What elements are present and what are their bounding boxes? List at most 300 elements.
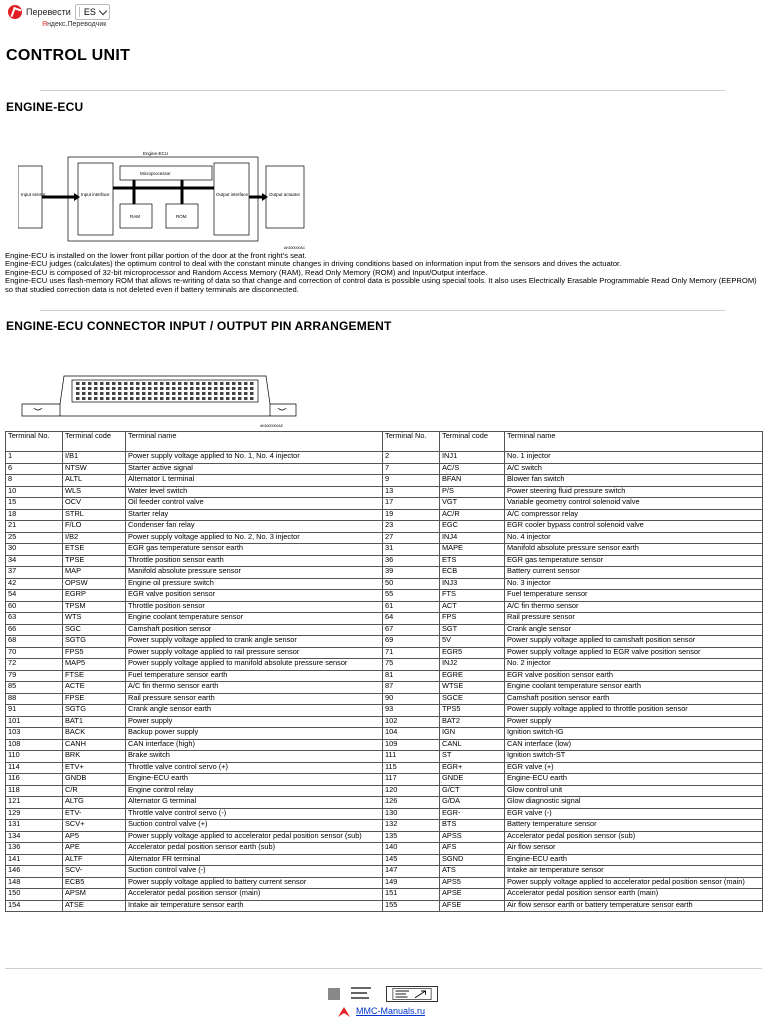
terminal-code-cell: FTS <box>440 590 505 602</box>
connector-pin <box>166 382 170 385</box>
connector-pin <box>136 392 140 395</box>
terminal-code-cell: INJ4 <box>440 532 505 544</box>
terminal-code-cell: FPS5 <box>63 647 126 659</box>
terminal-name-cell: CAN interface (low) <box>505 739 763 751</box>
connector-pin <box>184 392 188 395</box>
terminal-name-cell: Power supply voltage applied to camshaft position sensor <box>505 636 763 648</box>
connector-pin <box>178 397 182 400</box>
connector-pin <box>76 397 80 400</box>
connector-pin <box>148 382 152 385</box>
language-value: ES <box>83 7 96 17</box>
terminal-name-cell: Suction control valve (-) <box>126 866 383 878</box>
connector-pin <box>202 397 206 400</box>
table-row <box>6 555 763 567</box>
terminal-no-cell: 37 <box>6 567 63 579</box>
table-row <box>6 475 763 487</box>
terminal-name-cell: Camshaft position sensor earth <box>505 693 763 705</box>
terminal-no-cell: 85 <box>6 682 63 694</box>
connector-pin <box>250 382 254 385</box>
terminal-name-cell: Water level switch <box>126 486 383 498</box>
table-row <box>6 797 763 809</box>
connector-pin <box>112 387 116 390</box>
connector-pin <box>220 387 224 390</box>
terminal-name-cell: Accelerator pedal position sensor (main) <box>126 889 383 901</box>
terminal-name-cell: Fuel temperature sensor <box>505 590 763 602</box>
terminal-no-cell: 21 <box>6 521 63 533</box>
connector-pin <box>166 387 170 390</box>
connector-pin <box>124 387 128 390</box>
terminal-no-cell: 7 <box>383 463 440 475</box>
connector-pin <box>100 397 104 400</box>
connector-pin <box>76 387 80 390</box>
terminal-no-cell: 6 <box>6 463 63 475</box>
terminal-name-cell: Engine-ECU earth <box>505 774 763 786</box>
connector-pin <box>208 382 212 385</box>
terminal-name-cell: Throttle position sensor earth <box>126 555 383 567</box>
connector-pin <box>226 382 230 385</box>
terminal-code-cell: OPSW <box>63 578 126 590</box>
terminal-code-cell: APSM <box>63 889 126 901</box>
connector-diagram <box>20 368 300 430</box>
diagram-input-interface-label: Input interface <box>81 192 110 197</box>
connector-pin <box>112 382 116 385</box>
terminal-code-cell: WTS <box>63 613 126 625</box>
table-row <box>6 670 763 682</box>
table-header: Terminal No. <box>6 432 63 452</box>
connector-pin <box>226 387 230 390</box>
translate-icon[interactable] <box>8 5 22 19</box>
terminal-no-cell: 87 <box>383 682 440 694</box>
connector-pin <box>220 382 224 385</box>
terminal-code-cell: EGC <box>440 521 505 533</box>
connector-pin <box>142 382 146 385</box>
terminal-name-cell: A/C switch <box>505 463 763 475</box>
diagram-rom-label: ROM <box>176 214 187 219</box>
terminal-no-cell: 9 <box>383 475 440 487</box>
connector-pin <box>88 382 92 385</box>
terminal-no-cell: 121 <box>6 797 63 809</box>
terminal-name-cell: Camshaft position sensor <box>126 624 383 636</box>
terminal-name-cell: Battery temperature sensor <box>505 820 763 832</box>
terminal-no-cell: 140 <box>383 843 440 855</box>
table-row <box>6 762 763 774</box>
terminal-no-cell: 146 <box>6 866 63 878</box>
section-heading-engine-ecu: ENGINE-ECU <box>6 100 84 114</box>
terminal-no-cell: 104 <box>383 728 440 740</box>
terminal-name-cell: Engine-ECU earth <box>505 854 763 866</box>
connector-pin <box>130 382 134 385</box>
terminal-name-cell: Accelerator pedal position sensor earth (main) <box>505 889 763 901</box>
terminal-code-cell: SGTG <box>63 705 126 717</box>
terminal-name-cell: Alternator L terminal <box>126 475 383 487</box>
input-sensor-box <box>18 166 42 228</box>
page-title: CONTROL UNIT <box>6 47 131 64</box>
terminal-no-cell: 111 <box>383 751 440 763</box>
terminal-name-cell: Glow diagnostic signal <box>505 797 763 809</box>
connector-pins <box>76 382 254 400</box>
table-row <box>6 751 763 763</box>
connector-pin <box>214 397 218 400</box>
terminal-name-cell: Brake switch <box>126 751 383 763</box>
terminal-no-cell: 60 <box>6 601 63 613</box>
table-row <box>6 808 763 820</box>
terminal-no-cell: 63 <box>6 613 63 625</box>
terminal-name-cell: Engine coolant temperature sensor earth <box>505 682 763 694</box>
terminal-no-cell: 151 <box>383 889 440 901</box>
output-actuator-box <box>266 166 304 228</box>
terminal-no-cell: 110 <box>6 751 63 763</box>
connector-pin <box>106 397 110 400</box>
table-row <box>6 716 763 728</box>
ecu-block-diagram <box>18 148 313 253</box>
connector-pin <box>220 397 224 400</box>
table-header: Terminal name <box>126 432 383 452</box>
terminal-no-cell: 64 <box>383 613 440 625</box>
connector-pin <box>148 397 152 400</box>
connector-pin <box>190 387 194 390</box>
terminal-code-cell: AC/R <box>440 509 505 521</box>
table-row <box>6 590 763 602</box>
terminal-code-cell: ECB <box>440 567 505 579</box>
table-row <box>6 647 763 659</box>
terminal-no-cell: 27 <box>383 532 440 544</box>
terminal-name-cell: EGR cooler bypass control solenoid valve <box>505 521 763 533</box>
terminal-code-cell: ALTL <box>63 475 126 487</box>
terminal-name-cell: Engine-ECU earth <box>126 774 383 786</box>
table-row <box>6 578 763 590</box>
language-select[interactable] <box>75 4 110 20</box>
terminal-no-cell: 71 <box>383 647 440 659</box>
site-link[interactable]: MMC-Manuals.ru <box>356 1006 426 1016</box>
table-row <box>6 601 763 613</box>
connector-pin <box>220 392 224 395</box>
connector-figure-code: AK6000000AE <box>260 424 283 428</box>
terminal-name-cell: A/C fin thermo sensor <box>505 601 763 613</box>
table-row <box>6 889 763 901</box>
terminal-name-cell: Crank angle sensor <box>505 624 763 636</box>
terminal-code-cell: ACT <box>440 601 505 613</box>
terminal-no-cell: 68 <box>6 636 63 648</box>
connector-pin <box>130 392 134 395</box>
terminal-name-cell: Rail pressure sensor earth <box>126 693 383 705</box>
terminal-code-cell: GNDE <box>440 774 505 786</box>
connector-pin <box>94 387 98 390</box>
table-header: Terminal code <box>440 432 505 452</box>
terminal-no-cell: 17 <box>383 498 440 510</box>
table-row <box>6 866 763 878</box>
terminal-code-cell: SGCE <box>440 693 505 705</box>
terminal-no-cell: 18 <box>6 509 63 521</box>
diagram-microprocessor-label: Microprocessor <box>140 171 171 176</box>
terminal-code-cell: P/S <box>440 486 505 498</box>
terminal-name-cell: Starter active signal <box>126 463 383 475</box>
terminal-code-cell: ETSE <box>63 544 126 556</box>
terminal-no-cell: 81 <box>383 670 440 682</box>
terminal-code-cell: SCV+ <box>63 820 126 832</box>
ecu-outer-box <box>68 157 258 241</box>
connector-pin <box>82 387 86 390</box>
terminal-no-cell: 147 <box>383 866 440 878</box>
connector-pin <box>238 382 242 385</box>
terminal-no-cell: 2 <box>383 452 440 464</box>
terminal-name-cell: Power supply voltage applied to throttle position sensor <box>505 705 763 717</box>
footer-badge[interactable] <box>386 986 438 1002</box>
terminal-code-cell: WLS <box>63 486 126 498</box>
terminal-code-cell: G/CT <box>440 785 505 797</box>
terminal-no-cell: 79 <box>6 670 63 682</box>
connector-pin <box>244 392 248 395</box>
terminal-no-cell: 8 <box>6 475 63 487</box>
table-header: Terminal name <box>505 432 763 452</box>
connector-pin <box>160 382 164 385</box>
terminal-code-cell: WTSE <box>440 682 505 694</box>
terminal-name-cell: EGR valve position sensor earth <box>505 670 763 682</box>
terminal-no-cell: 126 <box>383 797 440 809</box>
connector-pin <box>124 392 128 395</box>
connector-pin <box>142 392 146 395</box>
connector-pin <box>100 392 104 395</box>
terminal-code-cell: BACK <box>63 728 126 740</box>
connector-pin <box>238 392 242 395</box>
terminal-code-cell: F/LO <box>63 521 126 533</box>
connector-pin <box>106 392 110 395</box>
terminal-name-cell: Oil feeder control valve <box>126 498 383 510</box>
pin-table <box>5 431 763 912</box>
terminal-no-cell: 67 <box>383 624 440 636</box>
terminal-no-cell: 134 <box>6 831 63 843</box>
terminal-code-cell: SGTG <box>63 636 126 648</box>
terminal-no-cell: 114 <box>6 762 63 774</box>
connector-pin <box>244 397 248 400</box>
terminal-name-cell: Glow control unit <box>505 785 763 797</box>
connector-pin <box>208 397 212 400</box>
terminal-name-cell: Ignition switch-IG <box>505 728 763 740</box>
terminal-name-cell: EGR gas temperature sensor <box>505 555 763 567</box>
diagram-output-interface-label: Output interface <box>216 192 249 197</box>
connector-pin <box>238 397 242 400</box>
terminal-name-cell: Power supply <box>505 716 763 728</box>
terminal-no-cell: 10 <box>6 486 63 498</box>
terminal-name-cell: Battery current sensor <box>505 567 763 579</box>
terminal-name-cell: CAN interface (high) <box>126 739 383 751</box>
terminal-name-cell: No. 2 injector <box>505 659 763 671</box>
terminal-name-cell: Power supply voltage applied to EGR valve position sensor <box>505 647 763 659</box>
table-row <box>6 636 763 648</box>
connector-pin <box>88 392 92 395</box>
connector-pin <box>184 397 188 400</box>
terminal-code-cell: AFS <box>440 843 505 855</box>
connector-pin <box>208 387 212 390</box>
terminal-name-cell: Power supply voltage applied to manifold absolute pressure sensor <box>126 659 383 671</box>
table-row <box>6 854 763 866</box>
terminal-no-cell: 1 <box>6 452 63 464</box>
connector-pin <box>160 392 164 395</box>
connector-pin <box>190 392 194 395</box>
connector-pin <box>94 382 98 385</box>
terminal-name-cell: Backup power supply <box>126 728 383 740</box>
terminal-code-cell: VGT <box>440 498 505 510</box>
terminal-no-cell: 39 <box>383 567 440 579</box>
terminal-no-cell: 55 <box>383 590 440 602</box>
terminal-code-cell: GNDB <box>63 774 126 786</box>
terminal-no-cell: 66 <box>6 624 63 636</box>
terminal-name-cell: Starter relay <box>126 509 383 521</box>
divider <box>40 310 725 311</box>
table-row <box>6 843 763 855</box>
terminal-no-cell: 102 <box>383 716 440 728</box>
table-row <box>6 728 763 740</box>
table-row <box>6 624 763 636</box>
terminal-code-cell: C/R <box>63 785 126 797</box>
terminal-name-cell: No. 3 injector <box>505 578 763 590</box>
terminal-code-cell: BAT1 <box>63 716 126 728</box>
connector-pin <box>178 392 182 395</box>
terminal-name-cell: Throttle valve control servo (+) <box>126 762 383 774</box>
terminal-no-cell: 70 <box>6 647 63 659</box>
connector-pin <box>250 392 254 395</box>
terminal-name-cell: Suction control valve (+) <box>126 820 383 832</box>
connector-pin <box>196 387 200 390</box>
terminal-code-cell: EGR5 <box>440 647 505 659</box>
terminal-no-cell: 13 <box>383 486 440 498</box>
connector-pin <box>130 397 134 400</box>
diagram-output-actuator-label: Output actuator <box>269 192 301 197</box>
table-row <box>6 785 763 797</box>
page-icon[interactable] <box>328 988 340 1000</box>
terminal-no-cell: 136 <box>6 843 63 855</box>
terminal-name-cell: Power supply voltage applied to No. 2, No. 3 injector <box>126 532 383 544</box>
terminal-no-cell: 116 <box>6 774 63 786</box>
terminal-name-cell: Alternator G terminal <box>126 797 383 809</box>
description-line: Engine-ECU judges (calculates) the optimum control to deal with the constant minute changes in driving conditions based on information input from the sensors and drives the actuator. <box>5 259 622 269</box>
terminal-no-cell: 23 <box>383 521 440 533</box>
terminal-no-cell: 148 <box>6 877 63 889</box>
translator-brand[interactable]: Яндекс.Переводчик <box>42 21 107 28</box>
terminal-code-cell: ALTG <box>63 797 126 809</box>
connector-pin <box>226 392 230 395</box>
terminal-no-cell: 120 <box>383 785 440 797</box>
terminal-no-cell: 117 <box>383 774 440 786</box>
terminal-name-cell: No. 4 injector <box>505 532 763 544</box>
connector-pin <box>94 392 98 395</box>
terminal-code-cell: ETV- <box>63 808 126 820</box>
terminal-name-cell: Power supply voltage applied to accelerator pedal position sensor (sub) <box>126 831 383 843</box>
terminal-code-cell: BTS <box>440 820 505 832</box>
connector-pin <box>226 397 230 400</box>
table-row <box>6 659 763 671</box>
connector-pin <box>106 387 110 390</box>
terminal-no-cell: 118 <box>6 785 63 797</box>
terminal-name-cell: EGR valve (+) <box>505 762 763 774</box>
terminal-no-cell: 72 <box>6 659 63 671</box>
terminal-code-cell: NTSW <box>63 463 126 475</box>
connector-pin <box>82 392 86 395</box>
table-row <box>6 900 763 912</box>
terminal-name-cell: Variable geometry control solenoid valve <box>505 498 763 510</box>
connector-pin <box>196 397 200 400</box>
terminal-no-cell: 108 <box>6 739 63 751</box>
terminal-no-cell: 15 <box>6 498 63 510</box>
connector-pin <box>148 392 152 395</box>
connector-pin <box>244 387 248 390</box>
terminal-no-cell: 93 <box>383 705 440 717</box>
translator-bar <box>0 0 180 32</box>
table-row <box>6 544 763 556</box>
connector-pin <box>76 392 80 395</box>
terminal-name-cell: Power supply <box>126 716 383 728</box>
description-line: Engine-ECU uses flash-memory ROM that allows re-writing of data so that change and correction of control data is possible using special tools. It also uses Electrically Erasable Programmable Read Only Memory (EEPROM) so that studied correction data is not deleted even if battery terminals are disconnected. <box>5 276 757 294</box>
arrow-icon <box>415 991 426 998</box>
terminal-code-cell: BFAN <box>440 475 505 487</box>
terminal-code-cell: EGR- <box>440 808 505 820</box>
translate-button[interactable]: Перевести <box>26 7 71 17</box>
terminal-no-cell: 132 <box>383 820 440 832</box>
terminal-no-cell: 91 <box>6 705 63 717</box>
terminal-name-cell: Engine control relay <box>126 785 383 797</box>
terminal-code-cell: ETV+ <box>63 762 126 774</box>
table-row <box>6 705 763 717</box>
terminal-code-cell: SGT <box>440 624 505 636</box>
connector-pin <box>118 387 122 390</box>
connector-pin <box>166 397 170 400</box>
terminal-code-cell: SCV- <box>63 866 126 878</box>
connector-pin <box>202 382 206 385</box>
connector-pin <box>238 387 242 390</box>
connector-pin <box>190 397 194 400</box>
terminal-code-cell: ETS <box>440 555 505 567</box>
connector-pin <box>124 397 128 400</box>
terminal-code-cell: 5V <box>440 636 505 648</box>
terminal-name-cell: Engine coolant temperature sensor <box>126 613 383 625</box>
connector-pin <box>172 387 176 390</box>
table-row <box>6 567 763 579</box>
terminal-no-cell: 101 <box>6 716 63 728</box>
terminal-no-cell: 131 <box>6 820 63 832</box>
chevron-down-icon <box>99 6 107 14</box>
terminal-no-cell: 90 <box>383 693 440 705</box>
pin-table-body <box>6 452 763 912</box>
terminal-code-cell: INJ2 <box>440 659 505 671</box>
table-row <box>6 831 763 843</box>
table-row <box>6 774 763 786</box>
connector-pin <box>202 387 206 390</box>
connector-pin <box>124 382 128 385</box>
terminal-code-cell: INJ3 <box>440 578 505 590</box>
table-row <box>6 452 763 464</box>
terminal-code-cell: BRK <box>63 751 126 763</box>
terminal-name-cell: Power supply voltage applied to battery current sensor <box>126 877 383 889</box>
terminal-name-cell: Rail pressure sensor <box>505 613 763 625</box>
connector-pin <box>184 382 188 385</box>
terminal-no-cell: 50 <box>383 578 440 590</box>
connector-pin <box>88 387 92 390</box>
connector-pin <box>232 397 236 400</box>
terminal-no-cell: 135 <box>383 831 440 843</box>
connector-pin <box>142 397 146 400</box>
connector-pin <box>130 387 134 390</box>
terminal-name-cell: Air flow sensor earth or battery temperature sensor earth <box>505 900 763 912</box>
terminal-name-cell: Engine oil pressure switch <box>126 578 383 590</box>
connector-pin <box>154 392 158 395</box>
terminal-name-cell: EGR valve (-) <box>505 808 763 820</box>
connector-pin <box>118 392 122 395</box>
terminal-code-cell: MAP5 <box>63 659 126 671</box>
terminal-code-cell: EGR+ <box>440 762 505 774</box>
terminal-code-cell: SGC <box>63 624 126 636</box>
connector-pin <box>196 382 200 385</box>
terminal-code-cell: EGRE <box>440 670 505 682</box>
section-heading-connector: ENGINE-ECU CONNECTOR INPUT / OUTPUT PIN ARRANGEMENT <box>6 319 392 333</box>
